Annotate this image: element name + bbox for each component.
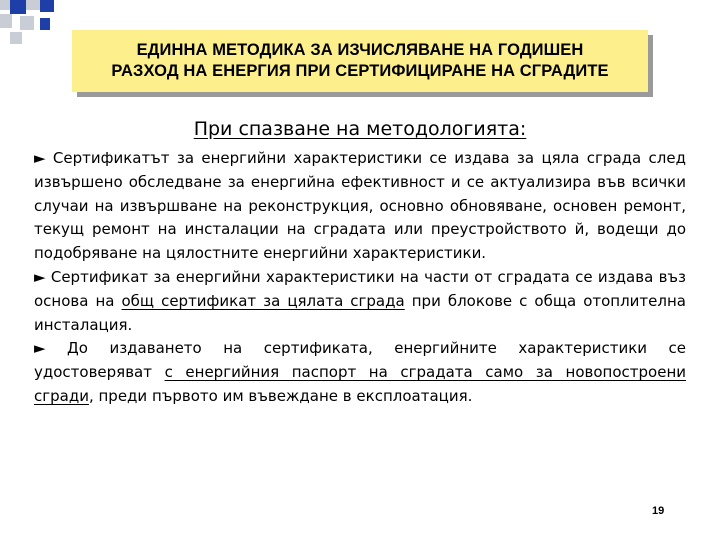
paragraph-3-text-a: До издаването на сертификата, енергийните характеристики се удостоверяват — [34, 339, 686, 382]
title-line-2: РАЗХОД НА ЕНЕРГИЯ ПРИ СЕРТИФИЦИРАНЕ НА СГРАДИТЕ — [111, 62, 609, 80]
decor-square — [20, 16, 34, 30]
title-line-1: ЕДИННА МЕТОДИКА ЗА ИЗЧИСЛЯВАНЕ НА ГОДИШЕН — [136, 41, 584, 59]
decor-square — [40, 0, 54, 12]
decor-square — [40, 18, 50, 30]
decor-square — [10, 32, 22, 44]
decor-square — [0, 0, 10, 10]
bullet-marker: ► — [34, 149, 46, 167]
subtitle-text: При спазване на методологията: — [193, 118, 527, 140]
paragraph-3-underlined: с енергийния паспорт на сградата само за новопостроени сгради — [34, 363, 686, 405]
title-banner — [72, 30, 648, 92]
paragraph-2-underlined: общ сертификат за цялата сграда — [121, 291, 405, 310]
body-text — [34, 147, 686, 409]
decor-square — [10, 0, 26, 14]
paragraph-2-text-b: при блокове с обща отоплителна инсталация. — [34, 291, 686, 334]
bullet-marker: ► — [34, 339, 46, 358]
paragraph-2-text-a: Сертификат за енергийни характеристики на части от сградата се издава въз основа на — [34, 267, 686, 310]
paragraph-1 — [34, 147, 686, 266]
paragraph-3-text-b: , преди първото им въвеждане в експлоатация. — [88, 386, 473, 405]
page-number: 19 — [652, 505, 665, 517]
paragraph-1-text: Сертификатът за енергийни характеристики се издава за цяла сграда след извършено обследване за енергийна ефективност и се актуализира във всички случаи на извършване на реконструкция, основно обновяване, основен ремонт, текущ ремонт на инсталации на сградата или преустройството й, водещи до подобряване на цялостните енергийни характеристики. — [34, 149, 686, 263]
decor-square — [26, 0, 40, 10]
paragraph-2 — [34, 266, 686, 337]
decor-square — [0, 14, 12, 28]
paragraph-3 — [34, 337, 686, 408]
bullet-marker: ► — [34, 267, 46, 286]
section-subtitle — [0, 118, 720, 140]
